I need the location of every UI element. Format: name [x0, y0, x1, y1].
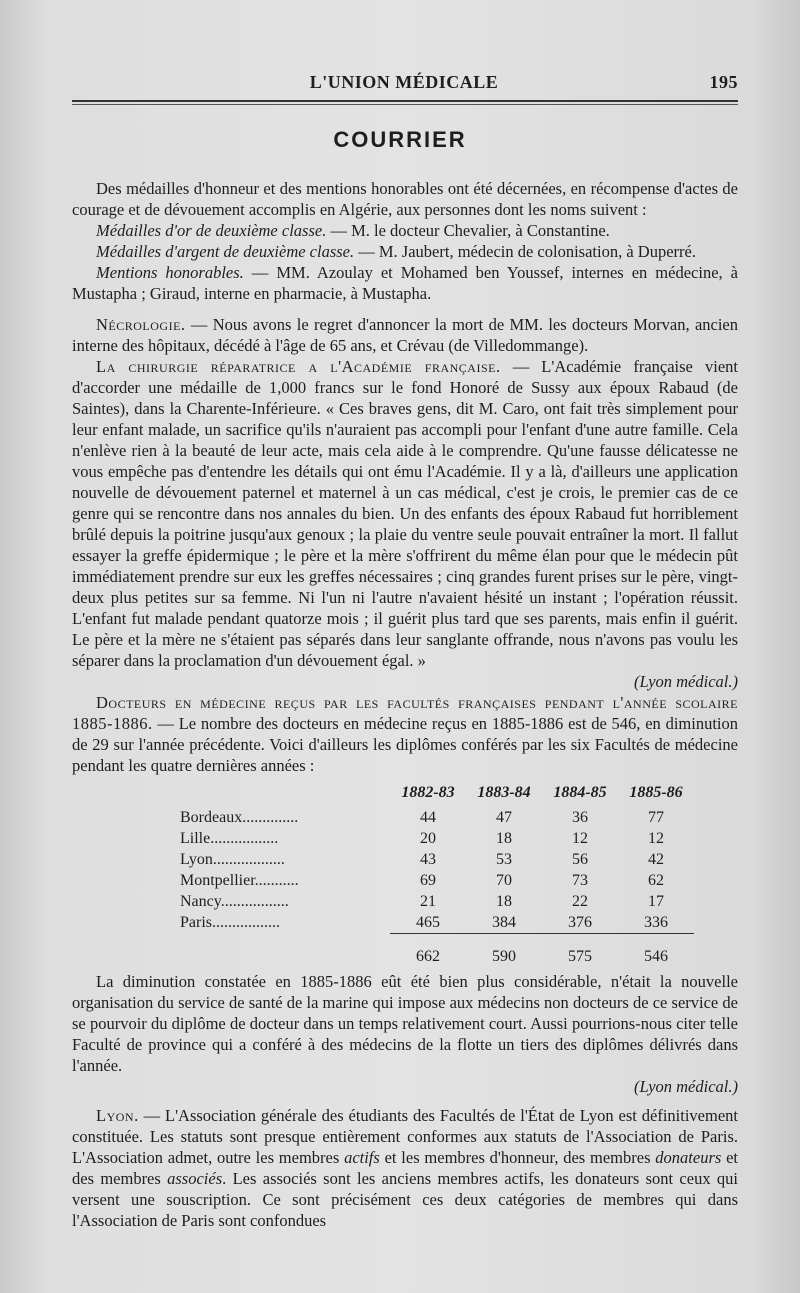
academy-source: (Lyon médical.)	[634, 672, 738, 691]
paragraph-medals: Des médailles d'honneur et des mentions honorables ont été décernées, en récompense d'actes de courage et de dévouement accomplis en Algérie, aux personnes dont les noms suivent :	[72, 179, 738, 219]
table-cell: 47	[496, 809, 512, 826]
table-cell: 70	[496, 872, 512, 889]
table-cell: 12	[648, 830, 664, 847]
page-number: 195	[709, 72, 738, 92]
table-row	[180, 870, 694, 891]
table-cell: 77	[648, 809, 664, 826]
diplomas-table	[180, 782, 694, 967]
lyon-italic-actifs: actifs	[344, 1148, 380, 1167]
gold-medals-text: — M. le docteur Chevalier, à Constantine.	[326, 221, 610, 240]
gold-medals-label: Médailles d'or de deuxième classe.	[96, 221, 327, 240]
table-cell: 465	[416, 914, 440, 931]
lyon-heading: Lyon.	[96, 1106, 139, 1125]
year-header: 1883-84	[477, 784, 531, 801]
total-cell: 590	[466, 934, 542, 968]
lyon-text-c: et des membres	[72, 1148, 738, 1188]
paragraph-lyon	[72, 1105, 738, 1231]
total-cell: 575	[542, 934, 618, 968]
totals-spacer	[180, 934, 390, 968]
table-row	[180, 807, 694, 828]
table-corner	[180, 782, 390, 807]
header-rule	[72, 100, 738, 102]
mentions-text: — MM. Azoulay et Mohamed ben Youssef, internes en médecine, à Mustapha ; Giraud, interne en pharmacie, à Mustapha.	[72, 263, 738, 303]
table-cell: 42	[648, 851, 664, 868]
lyon-text-b: et les membres d'honneur, des membres	[379, 1148, 656, 1167]
paragraph-doctors	[72, 692, 738, 776]
table-totals-row	[180, 934, 694, 968]
header-rule-thin	[72, 104, 738, 105]
lyon-text-a: — L'Association générale des étudiants des Facultés de l'État de Lyon est définitivement constituée. Les statuts sont presque entièrement conformes aux statuts de l'Association de Paris. L'Association admet, outre les membres	[72, 1106, 738, 1167]
year-header: 1885-86	[629, 784, 683, 801]
paragraph-gold-medals	[72, 220, 738, 241]
table-cell: 44	[420, 809, 436, 826]
table-cell: 376	[568, 914, 592, 931]
total-cell: 546	[618, 934, 694, 968]
paragraph-diminution	[72, 971, 738, 1097]
lyon-italic-associes: associés	[167, 1169, 223, 1188]
lyon-text-d: . Les associés sont les anciens membres actifs, les donateurs sont ceux qui versent une souscription. Ce sont précisément ces deux catégories de membres qui dans l'Association de Paris sont confondues	[72, 1169, 738, 1230]
table-cell: 56	[572, 851, 588, 868]
city-name: Paris.................	[180, 914, 280, 932]
silver-medals-text: — M. Jaubert, médecin de colonisation, à Duperré.	[354, 242, 696, 261]
city-name: Montpellier...........	[180, 872, 299, 889]
doctors-text: — Le nombre des docteurs en médecine reçus en 1885-1886 est de 546, en diminution de 29 sur l'année précédente. Voici d'ailleurs les diplômes conférés par les six Facultés de médecine pendant les quatre dernières années :	[72, 714, 738, 775]
doctors-heading: Docteurs en médecine reçus par les facultés françaises pendant l'année scolaire 1885-1886.	[72, 693, 738, 733]
paragraph-mentions	[72, 262, 738, 304]
table-cell: 22	[572, 893, 588, 910]
city-name: Lille.................	[180, 830, 279, 847]
table-cell: 36	[572, 809, 588, 826]
necrology-text: — Nous avons le regret d'annoncer la mort de MM. les docteurs Morvan, ancien interne des hôpitaux, décédé à l'âge de 65 ans, et Crévau (de Villedommange).	[72, 315, 738, 355]
table-cell: 18	[496, 893, 512, 910]
city-name: Nancy.................	[180, 893, 289, 910]
academy-text: — L'Académie française vient d'accorder une médaille de 1,000 francs sur le fond Honoré de Sussy aux époux Rabaud (de Saintes), dans la Charente-Inférieure. « Ces braves gens, dit M. Caro, ont fait très simplement pour leur enfant malade, un sacrifice qu'ils n'auraient pas accompli pour l'enfant d'une autre famille. Cela n'enlève rien à la beauté de leur acte, mais cela aide à le comprendre. Qu'une fausse délicatesse ne vous empêche pas d'entendre les détails qui ont ému l'Académie. Il y a là, d'ailleurs une application nouvelle de dévouement paternel et maternel à un cas médical, c'est je crois, le premier cas de ce genre qui se rencontre dans nos annales du bien. Un des enfants des époux Rabaud fut horriblement brûlé depuis la poitrine jusqu'aux genoux ; la plaie du ventre seule pouvait entraîner la mort. Il fallut essayer la greffe épidermique ; le père et la mère s'offrirent du même élan pour que le médecin pût immédiatement prendre sur eux les greffes nécessaires ; cinq grandes furent prises sur le père, vingt-deux plus petites sur sa femme. Ni l'un ni l'autre n'avaient hésité un instant ; l'opération réussit. L'enfant fut malade pendant quatorze mois ; il guérit plus tard que ses parents, mais enfin il guérit. Le père et la mère ne s'étaient pas séparés dans leur sanglante offrande, nous n'avons pas voulu les séparer dans la proclamation d'un dévouement égal. »	[72, 357, 738, 670]
table-row	[180, 849, 694, 870]
paragraph-necrology	[72, 314, 738, 356]
city-name: Bordeaux..............	[180, 809, 299, 826]
lyon-italic-donateurs: donateurs	[655, 1148, 722, 1167]
table-cell: 18	[496, 830, 512, 847]
table-cell: 384	[492, 914, 516, 931]
total-cell: 662	[390, 934, 466, 968]
table-row	[180, 891, 694, 912]
silver-medals-label: Médailles d'argent de deuxième classe.	[96, 242, 355, 261]
table-cell: 17	[648, 893, 664, 910]
table-cell: 53	[496, 851, 512, 868]
table-cell: 73	[572, 872, 588, 889]
table-cell: 69	[420, 872, 436, 889]
section-title: COURRIER	[333, 127, 467, 152]
city-name: Lyon..................	[180, 851, 285, 868]
year-header: 1884-85	[553, 784, 607, 801]
table-cell: 336	[644, 914, 668, 931]
diminution-source: (Lyon médical.)	[634, 1077, 738, 1096]
mentions-label: Mentions honorables.	[96, 263, 244, 282]
table-cell: 21	[420, 893, 436, 910]
article-body	[72, 178, 738, 1231]
table-row	[180, 828, 694, 849]
table-cell: 43	[420, 851, 436, 868]
necrology-heading: Nécrologie.	[96, 315, 186, 334]
table-cell: 62	[648, 872, 664, 889]
journal-title: L'UNION MÉDICALE	[309, 72, 499, 92]
paragraph-academy	[72, 356, 738, 692]
table-cell: 20	[420, 830, 436, 847]
table-header-row	[180, 782, 694, 807]
paragraph-silver-medals	[72, 241, 738, 262]
diminution-text: La diminution constatée en 1885-1886 eût été bien plus considérable, n'était la nouvelle organisation du service de santé de la marine qui impose aux médecins non docteurs de ce service de se pourvoir du diplôme de docteur dans un temps relativement court. Aussi pourrions-nous citer telle Faculté de province qui a conféré à des médecins de la flotte un tiers des diplômes délivrés dans l'année.	[72, 972, 738, 1075]
academy-heading: La chirurgie réparatrice a l'Académie française.	[96, 357, 501, 376]
table-cell: 12	[572, 830, 588, 847]
year-header: 1882-83	[401, 784, 455, 801]
table-row	[180, 912, 694, 934]
